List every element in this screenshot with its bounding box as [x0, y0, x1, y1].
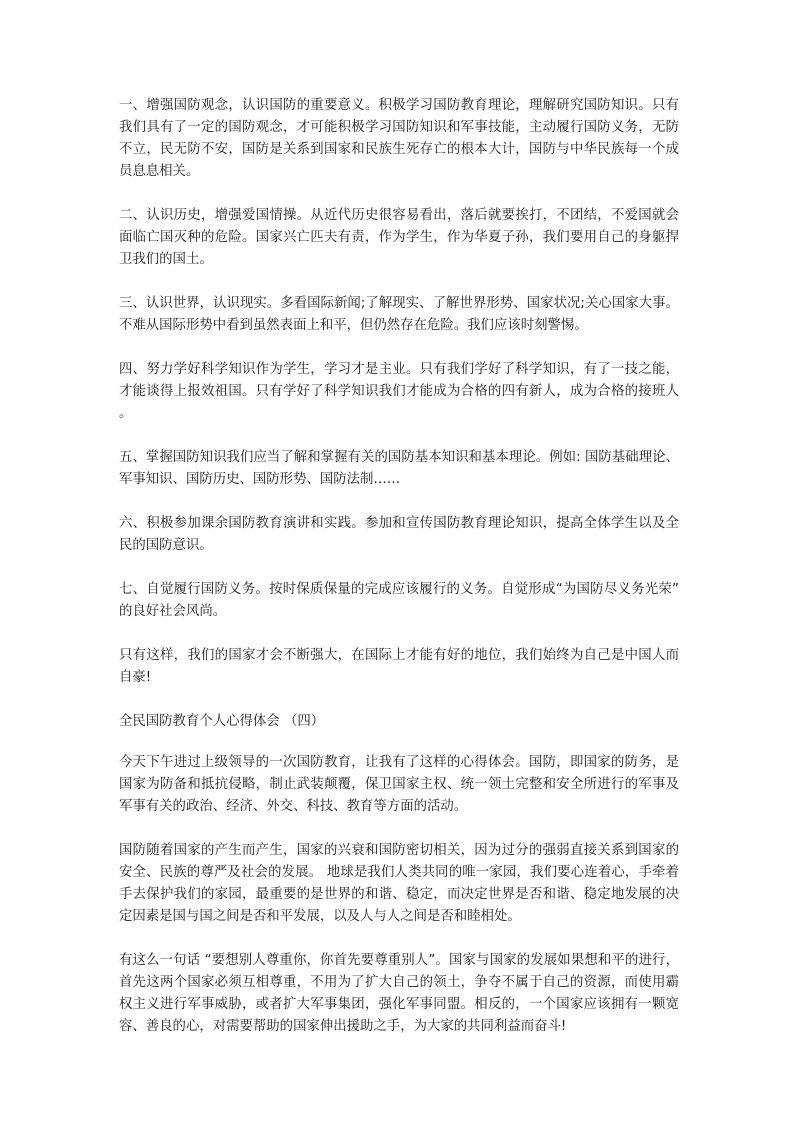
document-body: [119, 95, 679, 1060]
section-heading: 全民国防教育个人心得体会 （四）: [119, 714, 325, 729]
paragraph-7: 七、自觉履行国防义务。按时保质保量的完成应该履行的义务。自觉形成“为国防尽义务光荣”的良好社会风尚。: [119, 582, 679, 619]
paragraph-2: 二、认识历史，增强爱国情操。从近代历史很容易看出，落后就要挨打，不团结，不爱国就会面临亡国灭种的危险。国家兴亡匹夫有责，作为学生，作为华夏子孙，我们要用自己的身躯捍卫我们的国土。: [119, 208, 679, 267]
paragraph-1: 一、增强国防观念，认识国防的重要意义。积极学习国防教育理论，理解研究国防知识。只有我们具有了一定的国防观念，才可能积极学习国防知识和军事技能，主动履行国防义务，无防不立，民无防不安，国防是关系到国家和民族生死存亡的根本大计，国防与中华民族每一个成员息息相关。: [119, 98, 679, 179]
paragraph-5: 五、掌握国防知识我们应当了解和掌握有关的国防基本知识和基本理论。例如: 国防基础理论、军事知识、国防历史、国防形势、国防法制……: [119, 450, 679, 487]
paragraph-11: 有这么一句话 “要想别人尊重你，你首先要尊重别人”。国家与国家的发展如果想和平的进行，首先这两个国家必须互相尊重，不用为了扩大自己的领土，争夺不属于自己的资源，而使用霸权主义进行军事威胁，或者扩大军事集团，强化军事同盟。相反的，一个国家应该拥有一颗宽容、善良的心，对需要帮助的国家伸出援助之手，为大家的共同利益而奋斗!: [119, 953, 679, 1034]
paragraph-6: 六、积极参加课余国防教育演讲和实践。参加和宣传国防教育理论知识，提高全体学生以及全民的国防意识。: [119, 516, 679, 553]
paragraph-10: 国防随着国家的产生而产生，国家的兴衰和国防密切相关，因为过分的强弱直接关系到国家的安全、民族的尊严及社会的发展。 地球是我们人类共同的唯一家园，我们要心连着心，手牵着手去保护我们的家园，最重要的是世界的和谐、稳定，而决定世界是否和谐、稳定地发展的决定因素是国与国之间是否和平发展，以及人与人之间是否和睦相处。: [119, 843, 679, 924]
paragraph-9: 今天下午进过上级领导的一次国防教育，让我有了这样的心得体会。国防，即国家的防务，是国家为防备和抵抗侵略，制止武装颠覆，保卫国家主权、统一领土完整和安全所进行的军事及军事有关的政治、经济、外交、科技、教育等方面的活动。: [119, 755, 679, 814]
paragraph-8: 只有这样，我们的国家才会不断强大，在国际上才能有好的地位，我们始终为自己是中国人而自豪!: [119, 648, 679, 685]
paragraph-3: 三、认识世界，认识现实。多看国际新闻;了解现实、了解世界形势、国家状况;关心国家大事。不难从国际形势中看到虽然表面上和平，但仍然存在危险。我们应该时刻警惕。: [119, 296, 679, 333]
paragraph-4: 四、努力学好科学知识作为学生，学习才是主业。只有我们学好了科学知识，有了一技之能，才能谈得上报效祖国。只有学好了科学知识我们才能成为合格的四有新人，成为合格的接班人。: [119, 362, 679, 421]
